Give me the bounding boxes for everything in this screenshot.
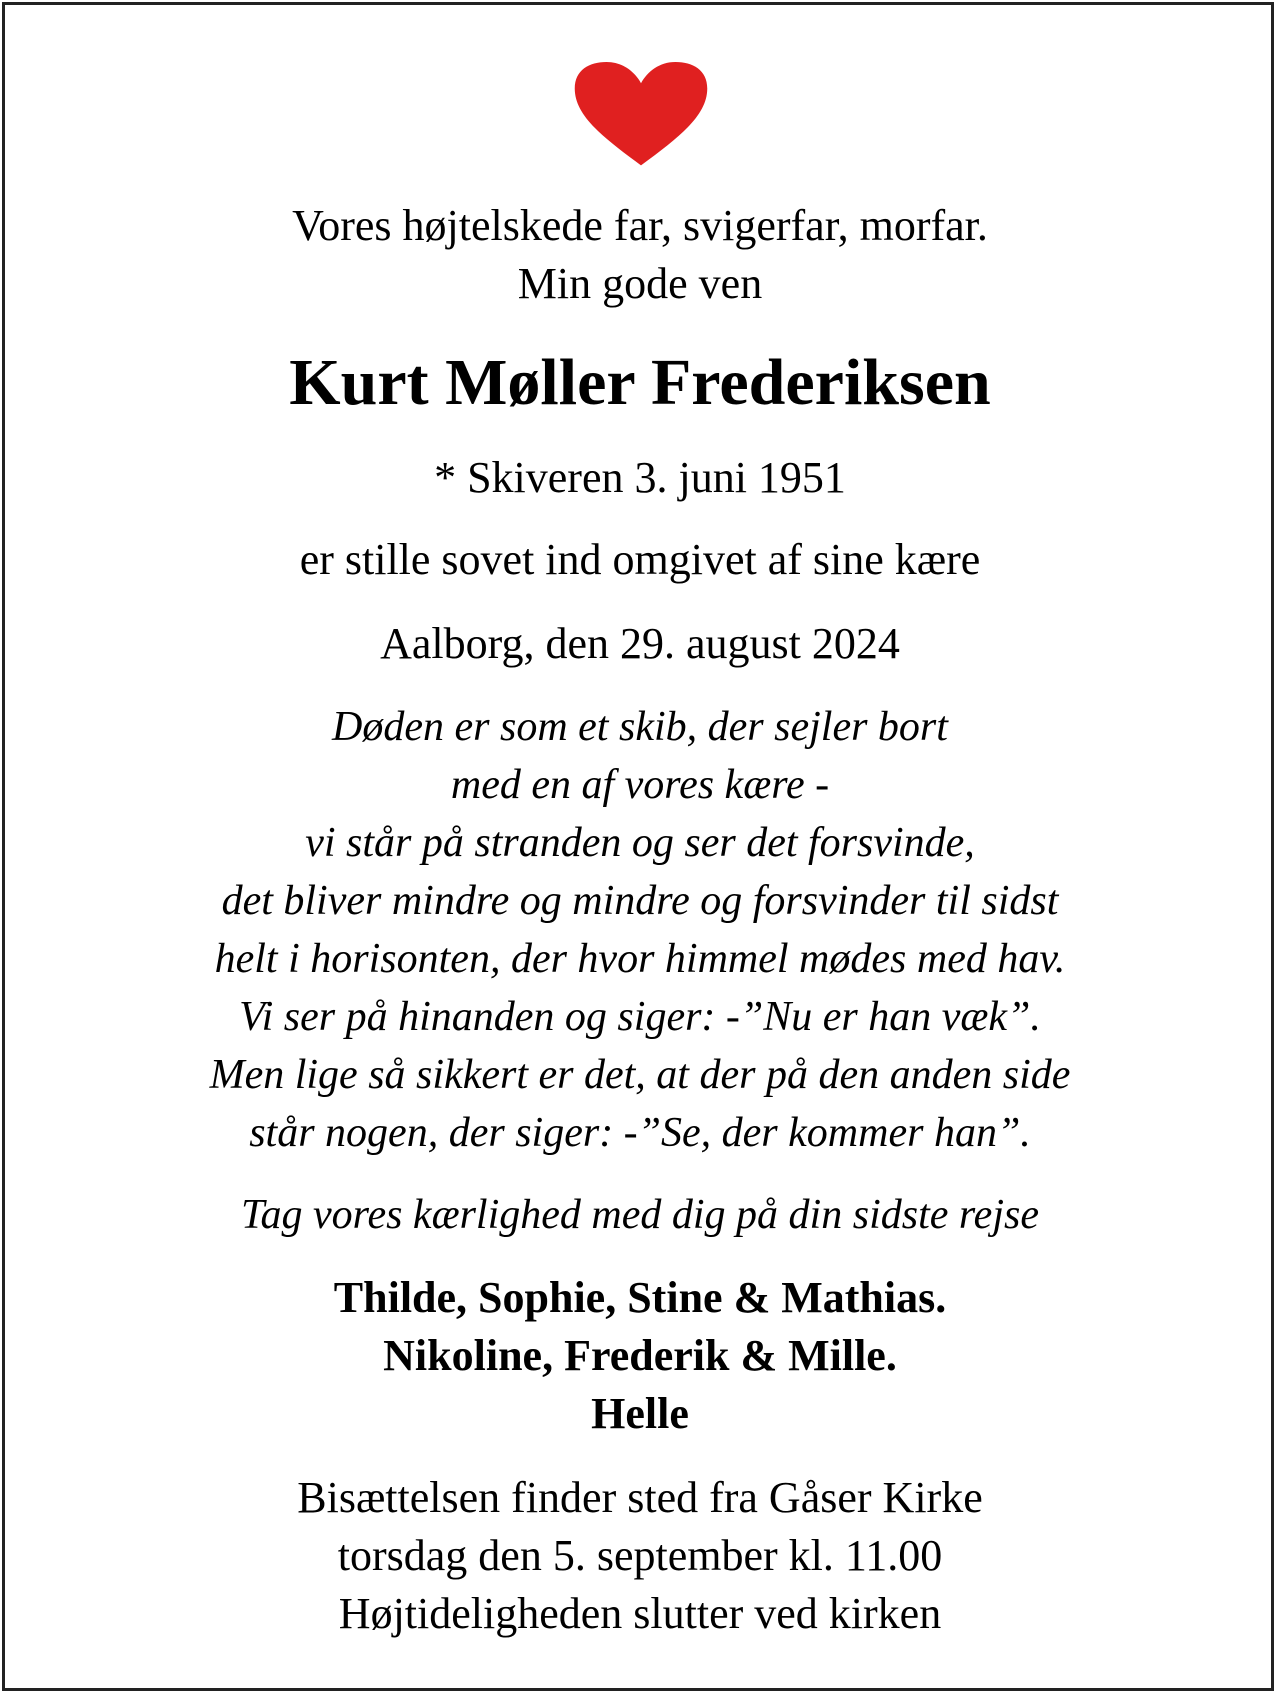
poem-line-2: med en af vores kære - <box>450 762 830 808</box>
farewell-line: Tag vores kærlighed med dig på din sidste rejse <box>241 1192 1039 1238</box>
poem-line-8: står nogen, der siger: -”Se, der kommer han”. <box>249 1110 1031 1156</box>
funeral-line-1: Bisættelsen finder sted fra Gåser Kirke <box>297 1473 983 1522</box>
funeral-line-2: torsdag den 5. september kl. 11.00 <box>337 1531 943 1580</box>
birth-line: * Skiveren 3. juni 1951 <box>434 453 846 502</box>
family-line-1: Thilde, Sophie, Stine & Mathias. <box>333 1273 947 1322</box>
poem-line-6: Vi ser på hinanden og siger: -”Nu er han væk”. <box>239 994 1041 1040</box>
heart-icon <box>570 62 712 168</box>
deceased-name: Kurt Møller Frederiksen <box>289 346 991 419</box>
poem-line-4: det bliver mindre og mindre og forsvinder til sidst <box>221 878 1059 924</box>
family-line-3: Helle <box>591 1389 689 1438</box>
intro-line-1: Vores højtelskede far, svigerfar, morfar. <box>292 201 988 250</box>
intro-line-2: Min gode ven <box>517 259 763 308</box>
place-date-line: Aalborg, den 29. august 2024 <box>380 619 900 668</box>
poem-line-7: Men lige så sikkert er det, at der på den anden side <box>209 1052 1071 1098</box>
poem-line-3: vi står på stranden og ser det forsvinde, <box>305 820 975 866</box>
funeral-line-3: Højtideligheden slutter ved kirken <box>338 1589 942 1638</box>
poem-line-1: Døden er som et skib, der sejler bort <box>332 704 948 750</box>
poem-line-5: helt i horisonten, der hvor himmel mødes med hav. <box>214 936 1066 982</box>
family-line-2: Nikoline, Frederik & Mille. <box>383 1331 897 1380</box>
passed-line: er stille sovet ind omgivet af sine kære <box>299 535 981 584</box>
